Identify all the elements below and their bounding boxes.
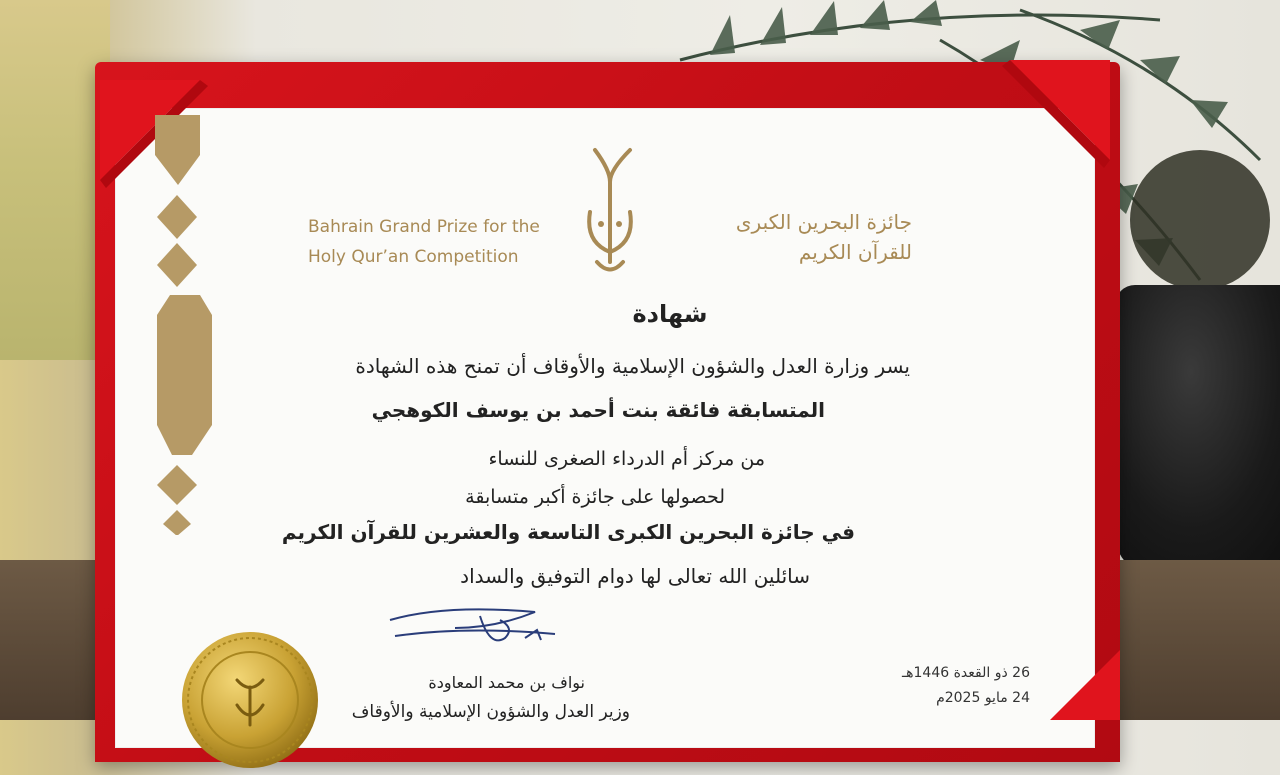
body-line-4: لحصولها على جائزة أكبر متسابقة: [465, 486, 725, 508]
quran-prize-logo-icon: [575, 142, 645, 282]
signature: [385, 598, 575, 658]
signer-title: وزير العدل والشؤون الإسلامية والأوقاف: [351, 702, 630, 722]
gold-ornament: [150, 115, 220, 535]
folder-corner-top-right: [1000, 60, 1110, 170]
date-gregorian: 24 مايو 2025م: [936, 690, 1030, 706]
plant-pot: [1115, 285, 1280, 575]
folder-corner-bottom-right: [1050, 650, 1160, 760]
body-line-3: من مركز أم الدرداء الصغرى للنساء: [488, 448, 765, 470]
arabic-title: جائزة البحرين الكبرى للقرآن الكريم: [735, 210, 912, 264]
wall-painting: [0, 0, 110, 360]
signer-name: نواف بن محمد المعاودة: [428, 673, 585, 692]
date-hijri: 26 ذو القعدة 1446هـ: [902, 665, 1030, 681]
gold-seal-icon: [175, 625, 325, 775]
body-line-6: سائلين الله تعالى لها دوام التوفيق والسداد: [460, 564, 810, 588]
certificate-heading: شهادة: [632, 300, 708, 328]
body-line-5: في جائزة البحرين الكبرى التاسعة والعشرين للقرآن الكريم: [281, 520, 855, 544]
english-title: Bahrain Grand Prize for the Holy Qur’an Competition: [308, 217, 540, 267]
recipient-name: المتسابقة فائقة بنت أحمد بن يوسف الكوهجي: [371, 398, 825, 422]
body-line-1: يسر وزارة العدل والشؤون الإسلامية والأوقاف أن تمنح هذه الشهادة: [355, 354, 910, 378]
